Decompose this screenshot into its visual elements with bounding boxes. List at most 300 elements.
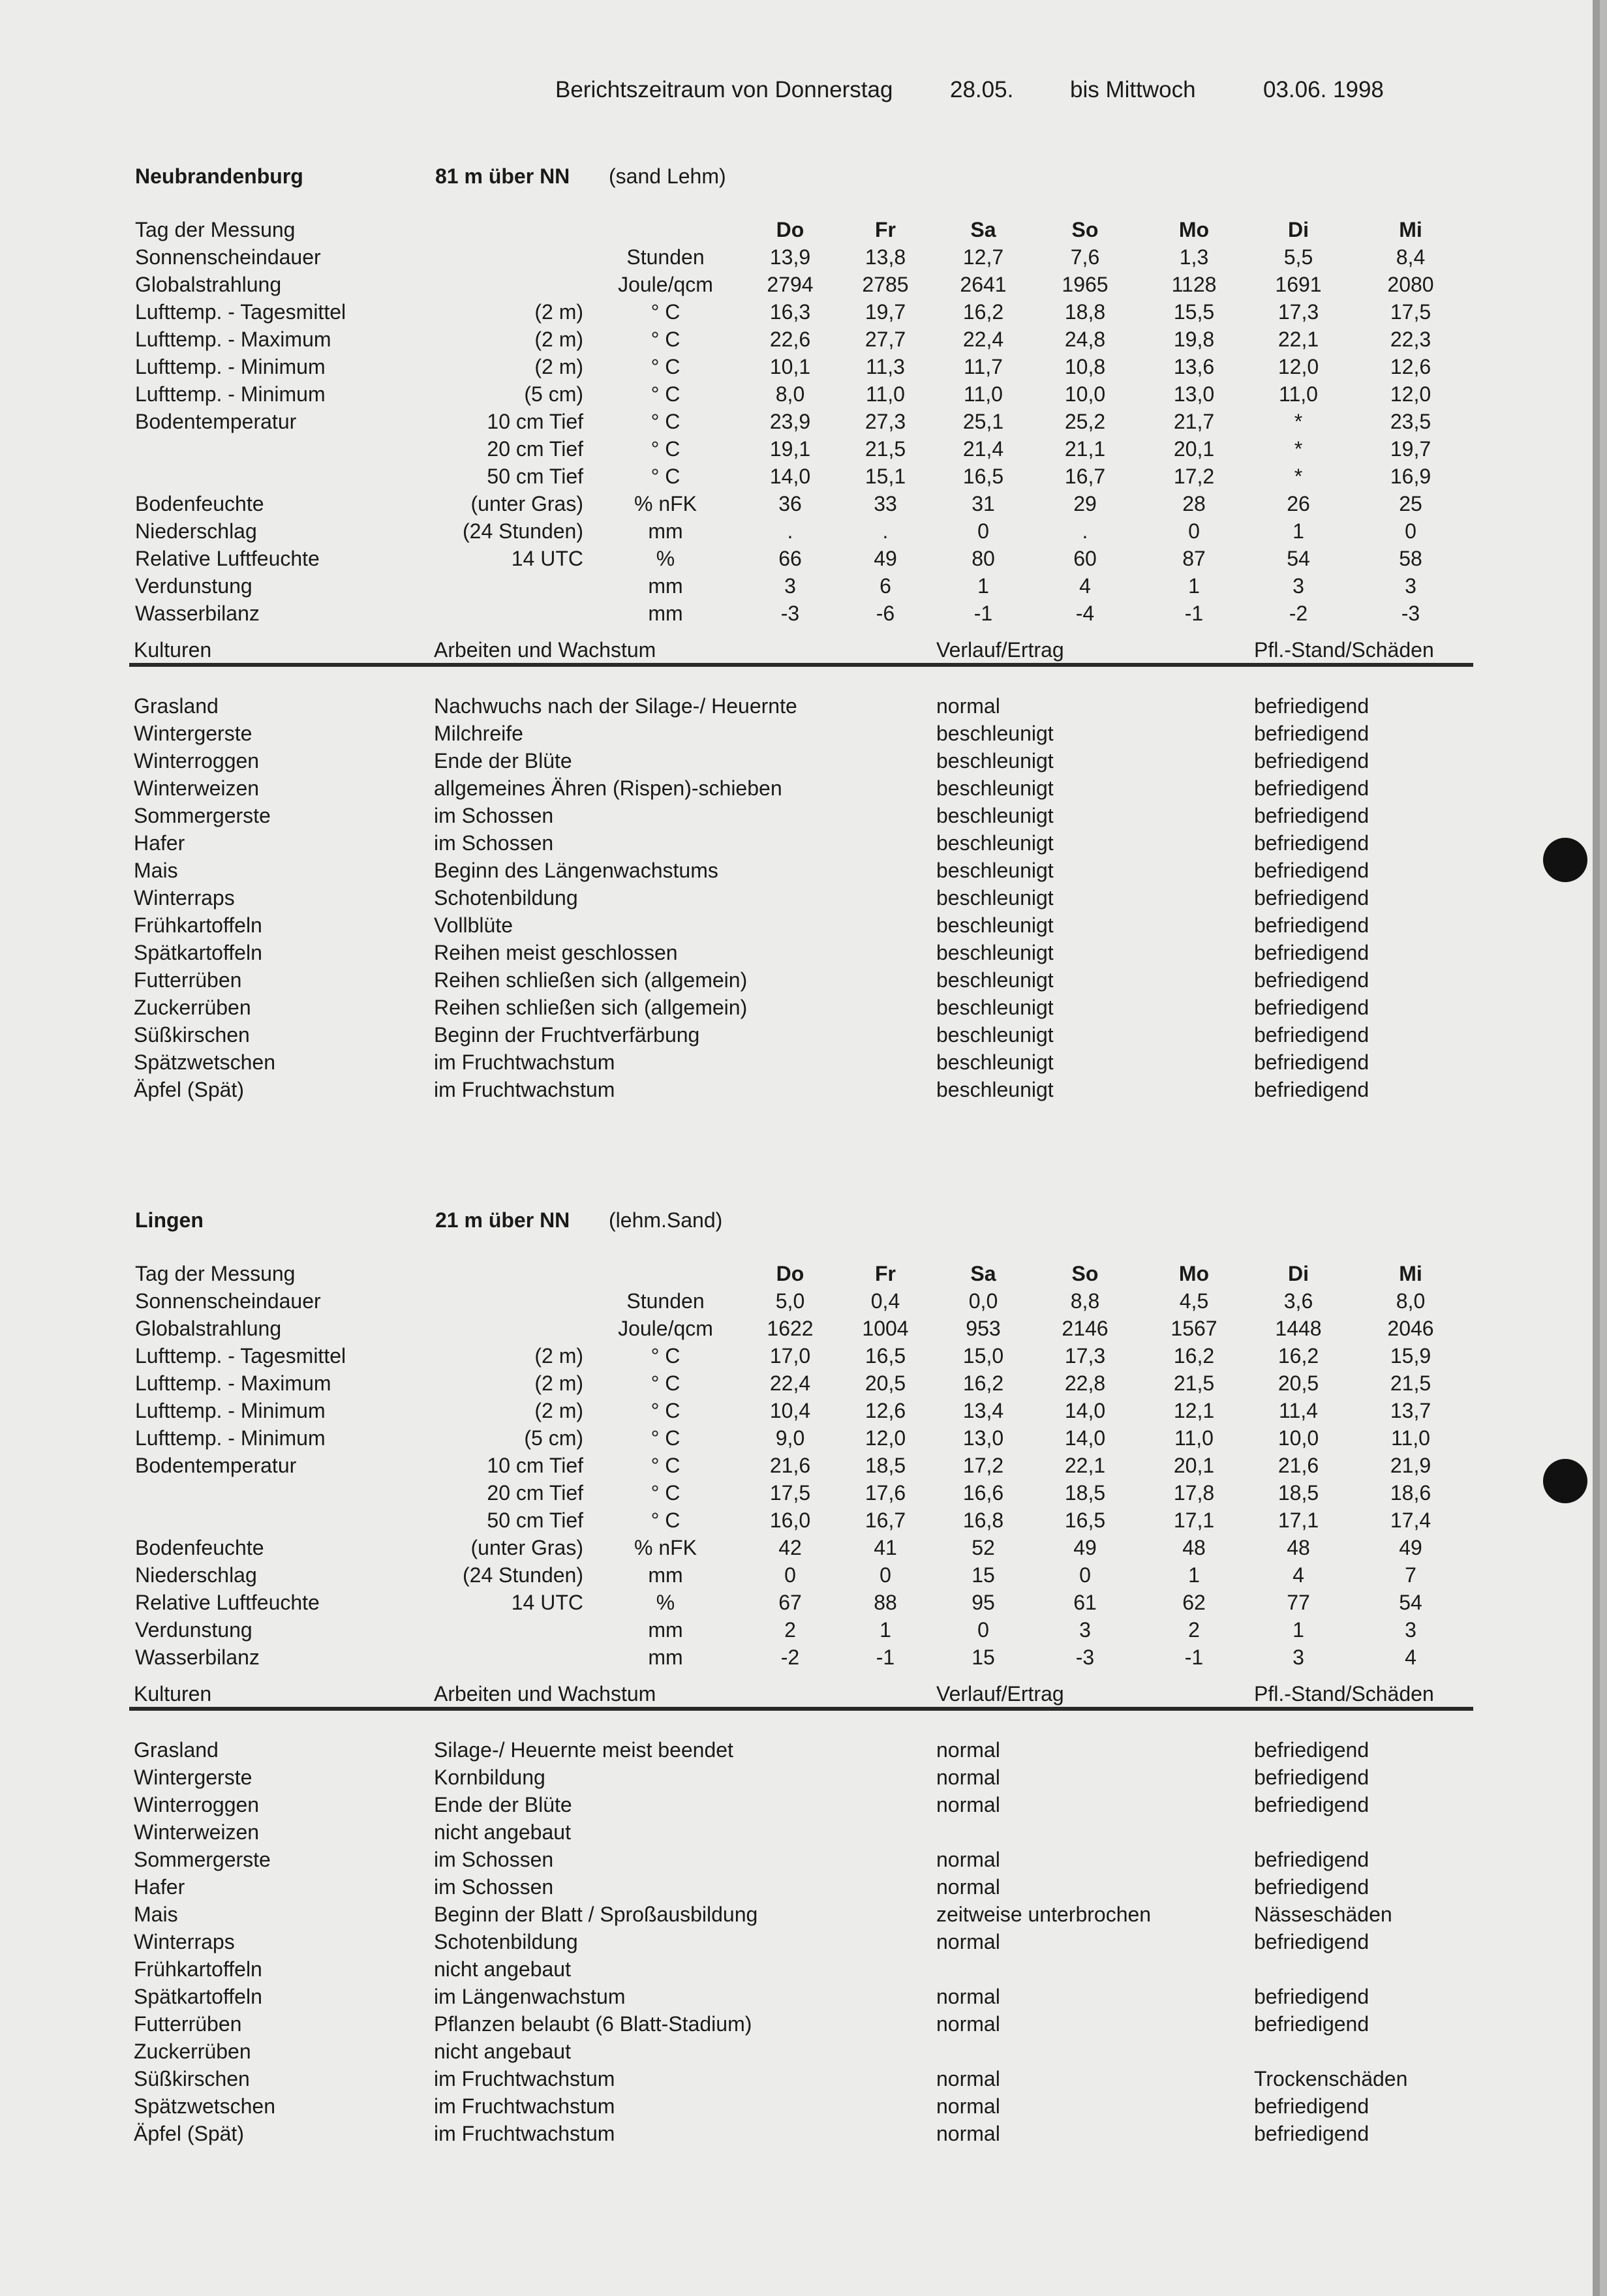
crop-development: Silage-/ Heuernte meist beendet [434, 1738, 733, 1762]
crop-name: Mais [134, 1903, 178, 1926]
crop-progress: normal [936, 2094, 1000, 2118]
measurement-value: 24,8 [1064, 328, 1106, 351]
measurement-qualifier: (24 Stunden) [462, 1563, 583, 1587]
measurement-day-header-row [0, 1262, 1600, 1289]
day-header: Mi [1399, 1262, 1422, 1285]
measurement-value: 21,6 [769, 1454, 811, 1477]
measurement-value: 16,8 [962, 1508, 1004, 1532]
measurement-value: -3 [1401, 602, 1420, 625]
crop-row [0, 1738, 1600, 1766]
crop-name: Äpfel (Spät) [134, 2122, 244, 2145]
crop-development: im Schossen [434, 1875, 554, 1899]
crop-row [0, 859, 1600, 886]
crop-condition: befriedigend [1254, 886, 1370, 910]
crop-development: Ende der Blüte [434, 1793, 572, 1816]
measurement-value: 13,4 [962, 1399, 1004, 1422]
measurement-value: 36 [778, 492, 802, 515]
crop-development: nicht angebaut [434, 1957, 571, 1981]
measurement-row [0, 602, 1600, 629]
crop-row [0, 1875, 1600, 1903]
measurement-row [0, 1399, 1600, 1426]
crops-table [0, 694, 1600, 1105]
crop-development: im Fruchtwachstum [434, 2094, 615, 2118]
measurement-value: 2080 [1387, 273, 1434, 296]
measurement-value: 17,8 [1173, 1481, 1215, 1505]
measurement-value: 60 [1073, 547, 1097, 570]
measurement-unit: ° C [650, 1399, 681, 1422]
measurement-label: Verdunstung [135, 574, 253, 598]
measurement-value: 28 [1182, 492, 1206, 515]
measurement-value: -1 [1184, 602, 1204, 625]
measurement-row [0, 437, 1600, 465]
measurement-value: 17,3 [1278, 300, 1319, 324]
crop-name: Spätkartoffeln [134, 941, 262, 964]
measurement-value: 3 [1405, 1618, 1416, 1642]
measurement-value: 27,7 [865, 328, 906, 351]
report-period-prefix: Berichtszeitraum von Donnerstag [555, 77, 893, 102]
measurement-value: 21,7 [1173, 410, 1215, 433]
measurement-value: 1,3 [1179, 245, 1209, 269]
measurement-qualifier: (2 m) [534, 1399, 583, 1422]
measurement-value: 0,4 [870, 1289, 900, 1313]
measurement-value: 4 [1079, 574, 1091, 598]
measurement-value: 3 [1079, 1618, 1091, 1642]
measurement-value: 9,0 [775, 1426, 805, 1450]
crop-condition: befriedigend [1254, 1985, 1370, 2008]
measurement-value: 12,0 [865, 1426, 906, 1450]
measurement-value: 11,0 [1174, 1426, 1214, 1450]
measurement-qualifier: (2 m) [534, 1344, 583, 1368]
measurement-value: 15,0 [962, 1344, 1004, 1368]
measurement-value: 27,3 [865, 410, 906, 433]
measurement-value: 25,1 [962, 410, 1004, 433]
crop-condition: befriedigend [1254, 722, 1370, 745]
measurement-value: 11,0 [1391, 1426, 1430, 1450]
measurement-value: 15,5 [1173, 300, 1215, 324]
measurement-value: 5,5 [1283, 245, 1313, 269]
measurement-value: 21,5 [1390, 1371, 1431, 1395]
measurement-value: 15 [972, 1563, 995, 1587]
crop-development: nicht angebaut [434, 1820, 571, 1844]
crop-condition: befriedigend [1254, 1050, 1370, 1074]
measurement-value: 0 [1079, 1563, 1091, 1587]
measurement-value: * [1294, 410, 1303, 433]
measurement-label: Lufttemp. - Tagesmittel [135, 1344, 346, 1368]
measurement-value: 8,0 [1396, 1289, 1426, 1313]
crop-name: Winterweizen [134, 776, 260, 800]
crop-name: Frühkartoffeln [134, 913, 262, 937]
crop-condition: befriedigend [1254, 913, 1370, 937]
measurement-value: 17,1 [1173, 1508, 1215, 1532]
measurement-row [0, 1371, 1600, 1399]
measurement-value: 22,1 [1278, 328, 1319, 351]
crop-condition: befriedigend [1254, 1930, 1370, 1953]
measurement-label: Lufttemp. - Maximum [135, 328, 331, 351]
measurement-value: 2785 [862, 273, 909, 296]
measurement-unit: % nFK [634, 1536, 697, 1559]
crop-row [0, 1023, 1600, 1050]
crop-condition: befriedigend [1254, 859, 1370, 882]
measurement-value: 3 [1405, 574, 1416, 598]
crop-row [0, 804, 1600, 831]
measurement-row [0, 245, 1600, 273]
crops-column-header: Kulturen [134, 638, 212, 662]
measurement-value: -3 [780, 602, 800, 625]
measurement-value: -1 [973, 602, 993, 625]
crops-column-header: Verlauf/Ertrag [936, 638, 1064, 662]
crop-row [0, 1793, 1600, 1820]
measurement-value: 54 [1287, 547, 1310, 570]
measurement-unit: ° C [650, 1344, 681, 1368]
measurement-value: 0,0 [968, 1289, 998, 1313]
measurement-value: 22,8 [1064, 1371, 1106, 1395]
measurement-value: 22,4 [962, 328, 1004, 351]
crop-row [0, 2040, 1600, 2067]
measurement-value: 25 [1399, 492, 1422, 515]
crop-name: Zuckerrüben [134, 996, 251, 1019]
crop-progress: beschleunigt [936, 1050, 1054, 1074]
measurement-unit: ° C [650, 1508, 681, 1532]
measurement-value: 17,2 [962, 1454, 1004, 1477]
crop-progress: beschleunigt [936, 1023, 1054, 1047]
measurement-unit: % nFK [634, 492, 697, 515]
crop-development: Vollblüte [434, 913, 513, 937]
crop-name: Hafer [134, 1875, 185, 1899]
measurement-label: Globalstrahlung [135, 273, 282, 296]
crop-name: Frühkartoffeln [134, 1957, 262, 1981]
punch-hole [1543, 1459, 1587, 1503]
measurement-label: Verdunstung [135, 1618, 253, 1642]
measurement-qualifier: (2 m) [534, 355, 583, 378]
station-altitude: 21 m über NN [435, 1208, 570, 1232]
crop-name: Wintergerste [134, 1766, 253, 1789]
measurement-value: 11,0 [1279, 382, 1318, 406]
measurement-value: 58 [1399, 547, 1422, 570]
crop-row [0, 941, 1600, 968]
crop-row [0, 1957, 1600, 1985]
crop-name: Äpfel (Spät) [134, 1078, 244, 1101]
measurement-value: 2146 [1062, 1317, 1109, 1340]
crop-name: Wintergerste [134, 722, 253, 745]
measurement-value: 15,1 [865, 465, 906, 488]
measurement-label: Bodenfeuchte [135, 1536, 264, 1559]
measurement-unit: Stunden [626, 1289, 705, 1313]
section-divider [129, 1707, 1473, 1711]
measurement-qualifier: (unter Gras) [470, 492, 583, 515]
crop-name: Winterroggen [134, 1793, 260, 1816]
measurement-value: 7 [1405, 1563, 1416, 1587]
measurement-value: 6 [880, 574, 891, 598]
measurement-value: 17,5 [1390, 300, 1431, 324]
day-header: Sa [970, 1262, 996, 1285]
crop-progress: normal [936, 2012, 1000, 2036]
crop-development: im Schossen [434, 831, 554, 855]
measurement-label: Lufttemp. - Minimum [135, 355, 326, 378]
measurement-value: 1128 [1171, 273, 1217, 296]
crop-name: Spätzwetschen [134, 1050, 276, 1074]
crop-progress: normal [936, 1848, 1000, 1871]
day-header: Fr [875, 1262, 896, 1285]
measurement-qualifier: (2 m) [534, 1371, 583, 1395]
crop-row [0, 776, 1600, 804]
measurement-value: 12,6 [865, 1399, 906, 1422]
measurement-value: 17,6 [865, 1481, 906, 1505]
measurement-value: 20,5 [1278, 1371, 1319, 1395]
crop-condition: befriedigend [1254, 996, 1370, 1019]
measurement-value: 13,8 [865, 245, 906, 269]
measurement-value: 0 [1405, 519, 1416, 543]
measurement-value: -6 [876, 602, 895, 625]
crop-condition: befriedigend [1254, 1078, 1370, 1101]
crop-development: allgemeines Ähren (Rispen)-schieben [434, 776, 782, 800]
measurement-value: 14,0 [769, 465, 811, 488]
station-header [0, 1208, 1600, 1238]
measurement-value: 19,8 [1173, 328, 1215, 351]
crop-name: Zuckerrüben [134, 2040, 251, 2063]
measurement-value: 15,9 [1390, 1344, 1431, 1368]
measurement-value: 48 [1287, 1536, 1310, 1559]
crops-column-header: Arbeiten und Wachstum [434, 1682, 656, 1706]
crop-progress: beschleunigt [936, 913, 1054, 937]
measurement-qualifier: 14 UTC [511, 547, 583, 570]
measurement-row [0, 492, 1600, 519]
crop-development: im Schossen [434, 804, 554, 827]
crop-progress: zeitweise unterbrochen [936, 1903, 1152, 1926]
crop-row [0, 1903, 1600, 1930]
crop-condition: Nässeschäden [1254, 1903, 1392, 1926]
crops-column-header: Kulturen [134, 1682, 212, 1706]
measurement-row [0, 1536, 1600, 1563]
measurement-unit: ° C [650, 410, 681, 433]
crop-progress: normal [936, 1766, 1000, 1789]
crop-condition: befriedigend [1254, 2122, 1370, 2145]
crop-progress: normal [936, 1793, 1000, 1816]
measurement-value: 20,1 [1173, 437, 1215, 461]
measurement-unit: mm [648, 1645, 683, 1669]
crop-progress: beschleunigt [936, 968, 1054, 992]
measurement-qualifier: (24 Stunden) [462, 519, 583, 543]
crop-name: Sommergerste [134, 804, 271, 827]
measurement-value: 13,7 [1390, 1399, 1431, 1422]
measurement-unit: ° C [650, 437, 681, 461]
measurement-value: 7,6 [1070, 245, 1100, 269]
crop-condition: befriedigend [1254, 968, 1370, 992]
measurement-value: 1 [1188, 574, 1200, 598]
measurement-label: Lufttemp. - Minimum [135, 1426, 326, 1450]
crop-name: Futterrüben [134, 968, 242, 992]
crop-name: Winterweizen [134, 1820, 260, 1844]
measurement-value: 17,1 [1278, 1508, 1319, 1532]
measurement-value: 0 [784, 1563, 796, 1587]
measurement-row [0, 547, 1600, 574]
measurement-value: 1965 [1062, 273, 1109, 296]
measurement-unit: ° C [650, 1454, 681, 1477]
crops-column-header: Pfl.-Stand/Schäden [1254, 1682, 1434, 1706]
measurement-label: Relative Luftfeuchte [135, 547, 320, 570]
measurement-value: 10,0 [1064, 382, 1106, 406]
crop-progress: beschleunigt [936, 831, 1054, 855]
crop-row [0, 2012, 1600, 2040]
crop-name: Sommergerste [134, 1848, 271, 1871]
measurement-qualifier: (5 cm) [524, 382, 583, 406]
measurement-value: -2 [780, 1645, 800, 1669]
measurement-qualifier: (unter Gras) [470, 1536, 583, 1559]
crop-condition: Trockenschäden [1254, 2067, 1408, 2090]
measurement-label: Lufttemp. - Minimum [135, 382, 326, 406]
measurement-row [0, 328, 1600, 355]
crop-row [0, 996, 1600, 1023]
measurement-row [0, 1563, 1600, 1591]
crop-row [0, 1848, 1600, 1875]
measurement-value: 21,4 [962, 437, 1004, 461]
measurement-label: Bodentemperatur [135, 410, 297, 433]
measurement-unit: ° C [650, 382, 681, 406]
measurement-value: 16,7 [1064, 465, 1106, 488]
measurement-label: Bodenfeuchte [135, 492, 264, 515]
crop-condition: befriedigend [1254, 1023, 1370, 1047]
crops-column-header: Pfl.-Stand/Schäden [1254, 638, 1434, 662]
crop-progress: beschleunigt [936, 941, 1054, 964]
measurement-value: 80 [972, 547, 995, 570]
crop-row [0, 2094, 1600, 2122]
crop-condition: befriedigend [1254, 694, 1370, 718]
measurement-value: 0 [977, 1618, 989, 1642]
measurement-value: 19,1 [769, 437, 811, 461]
measurement-value: 0 [1188, 519, 1200, 543]
measurement-value: . [1082, 519, 1088, 543]
measurement-qualifier: 10 cm Tief [487, 1454, 583, 1477]
crop-development: im Fruchtwachstum [434, 1078, 615, 1101]
measurement-value: 1622 [767, 1317, 814, 1340]
day-header: So [1071, 218, 1099, 241]
measurement-value: 10,4 [769, 1399, 811, 1422]
measurement-value: 3 [784, 574, 796, 598]
measurement-value: * [1294, 465, 1303, 488]
crop-progress: beschleunigt [936, 886, 1054, 910]
crop-name: Süßkirschen [134, 1023, 250, 1047]
measurement-value: 17,5 [769, 1481, 811, 1505]
crop-name: Spätkartoffeln [134, 1985, 262, 2008]
measurement-value: 11,4 [1279, 1399, 1318, 1422]
measurement-label: Globalstrahlung [135, 1317, 282, 1340]
measurement-value: 1 [977, 574, 989, 598]
measurement-row [0, 273, 1600, 300]
measurement-unit: % [656, 1591, 675, 1614]
crop-development: Schotenbildung [434, 886, 578, 910]
day-header: So [1071, 1262, 1099, 1285]
station-soil: (sand Lehm) [609, 164, 726, 188]
measurement-value: 1567 [1171, 1317, 1217, 1340]
station-altitude: 81 m über NN [435, 164, 570, 188]
station-soil: (lehm.Sand) [609, 1208, 723, 1232]
measurement-row [0, 465, 1600, 492]
measurement-table [0, 1262, 1600, 1673]
measurement-value: 4 [1293, 1563, 1304, 1587]
measurement-value: 20,1 [1173, 1454, 1215, 1477]
measurement-value: 2 [784, 1618, 796, 1642]
measurement-value: 1 [1188, 1563, 1200, 1587]
crop-condition: befriedigend [1254, 1738, 1370, 1762]
crop-row [0, 694, 1600, 722]
measurement-label: Lufttemp. - Minimum [135, 1399, 326, 1422]
crop-name: Hafer [134, 831, 185, 855]
measurement-value: 10,1 [769, 355, 811, 378]
day-header: Di [1288, 218, 1309, 241]
measurement-value: 21,6 [1278, 1454, 1319, 1477]
measurement-value: 88 [874, 1591, 897, 1614]
measurement-value: 14,0 [1064, 1426, 1106, 1450]
measurement-value: 13,0 [962, 1426, 1004, 1450]
measurement-value: 8,0 [775, 382, 805, 406]
measurement-qualifier: 50 cm Tief [487, 1508, 583, 1532]
measurement-value: 18,8 [1064, 300, 1106, 324]
crop-condition: befriedigend [1254, 831, 1370, 855]
report-period-middle: bis Mittwoch [1070, 77, 1196, 102]
crop-progress: beschleunigt [936, 776, 1054, 800]
measurement-value: 18,6 [1390, 1481, 1431, 1505]
measurement-value: 4,5 [1179, 1289, 1209, 1313]
measurement-value: 953 [966, 1317, 1001, 1340]
measurement-value: -3 [1075, 1645, 1095, 1669]
crop-development: im Längenwachstum [434, 1985, 626, 2008]
crop-condition: befriedigend [1254, 1793, 1370, 1816]
crop-progress: normal [936, 694, 1000, 718]
measurement-row [0, 519, 1600, 547]
measurement-row [0, 1645, 1600, 1673]
measurement-value: . [882, 519, 889, 543]
crop-progress: beschleunigt [936, 804, 1054, 827]
measurement-unit: ° C [650, 1426, 681, 1450]
station-name: Lingen [135, 1208, 204, 1232]
day-header: Fr [875, 218, 896, 241]
measurement-value: 48 [1182, 1536, 1206, 1559]
day-header: Sa [970, 218, 996, 241]
crop-condition: befriedigend [1254, 749, 1370, 773]
crop-name: Winterraps [134, 886, 235, 910]
crop-condition: befriedigend [1254, 941, 1370, 964]
measurement-value: 1 [1293, 1618, 1304, 1642]
crop-progress: normal [936, 2122, 1000, 2145]
measurement-unit: Joule/qcm [618, 273, 713, 296]
measurement-row [0, 1618, 1600, 1645]
measurement-unit: ° C [650, 465, 681, 488]
measurement-value: 1448 [1275, 1317, 1322, 1340]
measurement-value: 8,4 [1396, 245, 1426, 269]
crop-row [0, 1930, 1600, 1957]
section-divider [129, 663, 1473, 667]
measurement-unit: Joule/qcm [618, 1317, 713, 1340]
measurement-value: 1 [880, 1618, 891, 1642]
crop-progress: beschleunigt [936, 1078, 1054, 1101]
measurement-value: 2046 [1387, 1317, 1434, 1340]
measurement-value: 16,2 [1173, 1344, 1215, 1368]
measurement-value: 95 [972, 1591, 995, 1614]
measurement-value: 8,8 [1070, 1289, 1100, 1313]
measurement-unit: mm [648, 1563, 683, 1587]
measurement-value: . [787, 519, 793, 543]
measurement-value: 16,2 [1278, 1344, 1319, 1368]
crop-name: Winterroggen [134, 749, 260, 773]
measurement-value: 0 [977, 519, 989, 543]
measurement-qualifier: 14 UTC [511, 1591, 583, 1614]
measurement-value: 25,2 [1064, 410, 1106, 433]
measurement-unit: ° C [650, 1371, 681, 1395]
crop-progress: normal [936, 1930, 1000, 1953]
measurement-value: 11,0 [964, 382, 1003, 406]
crop-name: Grasland [134, 694, 219, 718]
measurement-value: 21,1 [1064, 437, 1106, 461]
measurement-unit: Stunden [626, 245, 705, 269]
